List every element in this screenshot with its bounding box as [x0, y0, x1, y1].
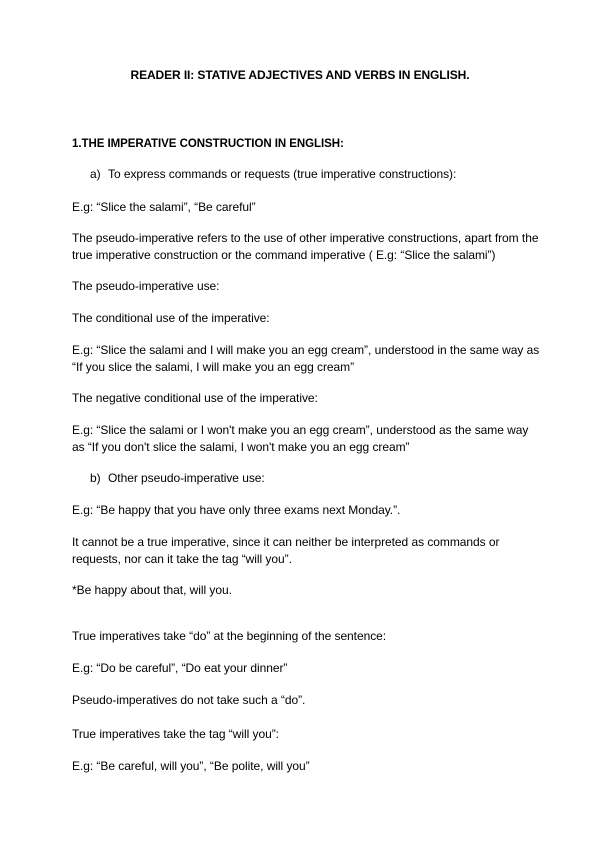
true-imperatives-do: True imperatives take “do” at the beginning of the sentence:: [72, 629, 387, 643]
example-5: E.g: “Do be careful”, “Do eat your dinner”: [72, 661, 288, 675]
negative-conditional-heading: The negative conditional use of the imperative:: [72, 391, 318, 405]
list-marker-b: b): [90, 471, 101, 485]
example-1: E.g: “Slice the salami”, “Be careful”: [72, 200, 256, 214]
example-2: E.g: “Slice the salami and I will make you an egg cream”, understood in the same way as “If you slice the salami, I will make you an egg cream”: [72, 343, 540, 374]
example-6: E.g: “Be careful, will you”, “Be polite, will you”: [72, 759, 310, 773]
list-item-a: [90, 166, 560, 183]
pseudo-imperative-use: The pseudo-imperative use:: [72, 279, 220, 293]
section-heading: 1.THE IMPERATIVE CONSTRUCTION IN ENGLISH:: [72, 138, 344, 150]
page-title: READER II: STATIVE ADJECTIVES AND VERBS IN ENGLISH.: [130, 68, 470, 82]
list-item-b-text: Other pseudo-imperative use:: [108, 471, 265, 485]
pseudo-imperatives-do: Pseudo-imperatives do not take such a “do”.: [72, 693, 306, 707]
pseudo-imperative-paragraph: The pseudo-imperative refers to the use of other imperative constructions, apart from the true imperative construction or the command imperative ( E.g: “Slice the salami”): [72, 231, 539, 262]
example-3: E.g: “Slice the salami or I won't make you an egg cream”, understood as the same way as “If you don't slice the salami, I won't make you an egg cream”: [72, 423, 529, 454]
list-item-b: [90, 470, 560, 487]
example-4: E.g: “Be happy that you have only three exams next Monday.”.: [72, 503, 401, 517]
cannot-be-true-paragraph: It cannot be a true imperative, since it can neither be interpreted as commands or requests, nor can it take the tag “will you”.: [72, 535, 500, 566]
starred-example: *Be happy about that, will you.: [72, 583, 232, 597]
true-imperatives-tag: True imperatives take the tag “will you”:: [72, 727, 279, 741]
list-marker-a: a): [90, 167, 101, 181]
conditional-use-heading: The conditional use of the imperative:: [72, 311, 270, 325]
list-item-a-text: To express commands or requests (true imperative constructions):: [108, 167, 457, 181]
